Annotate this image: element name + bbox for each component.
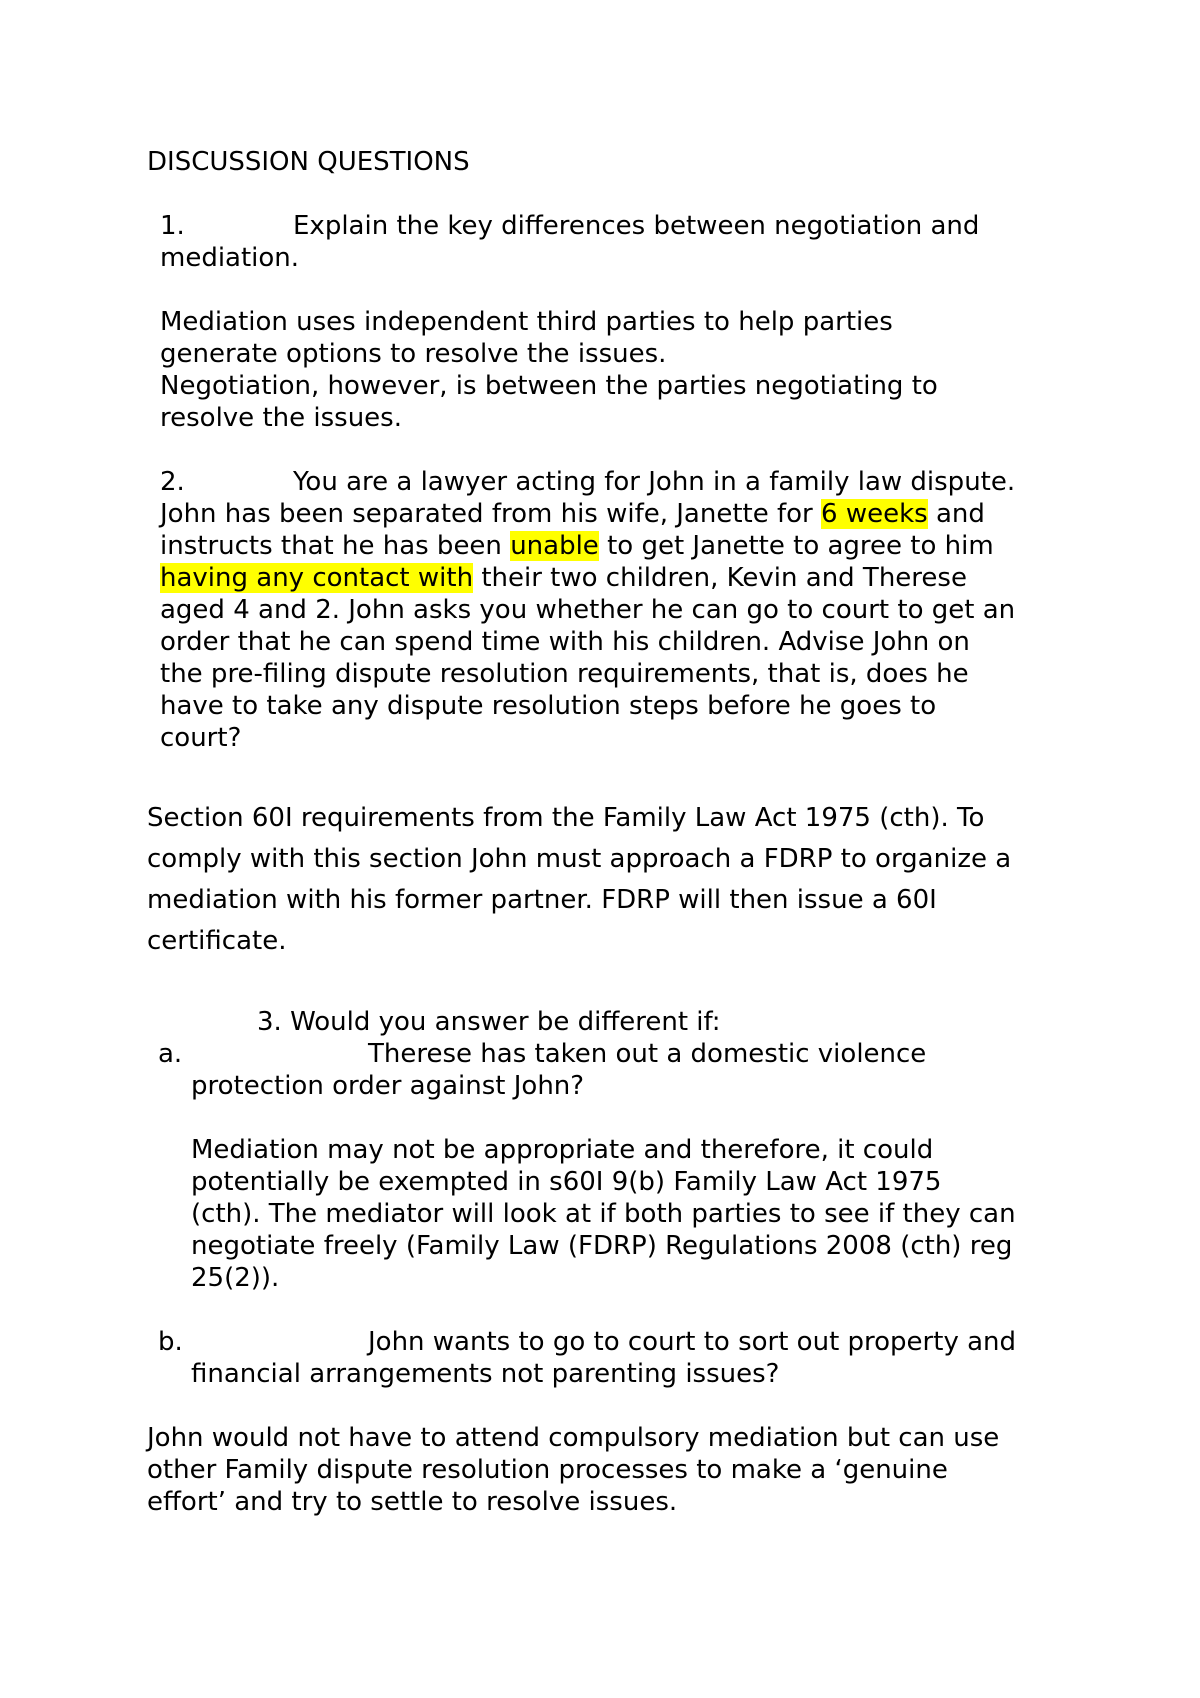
q1-answer-line-3: Negotiation, however, is between the parties negotiating to <box>160 371 938 401</box>
q2-line-7: the pre-filing dispute resolution requirements, that is, does he <box>160 659 969 689</box>
q2-line-2-pre: John has been separated from his wife, Janette for <box>160 499 822 529</box>
q1-text-line-1: Explain the key differences between negotiation and <box>293 211 980 241</box>
q2-line-2-post: and <box>927 499 985 529</box>
highlight-having-any-contact: having any contact with <box>160 563 474 593</box>
q1-text-line-2: mediation. <box>160 243 300 273</box>
q3b-line-1: John wants to go to court to sort out property and <box>368 1327 1017 1357</box>
q3a-answer-line-2: potentially be exempted in s60I 9(b) Family Law Act 1975 <box>191 1167 942 1197</box>
q2-answer-line-1: Section 60I requirements from the Family Law Act 1975 (cth). To <box>147 803 985 833</box>
q1-number: 1. <box>160 211 185 241</box>
q3b-answer-line-3: effort’ and try to settle to resolve issues. <box>147 1487 678 1517</box>
q2-answer-line-3: mediation with his former partner. FDRP will then issue a 60I <box>147 885 937 915</box>
q3b-answer-line-1: John would not have to attend compulsory mediation but can use <box>147 1423 1000 1453</box>
q1-answer-line-4: resolve the issues. <box>160 403 402 433</box>
q2-line-3-post: to get Janette to agree to him <box>598 531 994 561</box>
q2-line-6: order that he can spend time with his children. Advise John on <box>160 627 970 657</box>
q2-line-1: You are a lawyer acting for John in a family law dispute. <box>293 467 1016 497</box>
q3a-label: a. <box>158 1039 183 1069</box>
q3a-answer-line-5: 25(2)). <box>191 1263 280 1293</box>
q3b-line-2: financial arrangements not parenting issues? <box>191 1359 780 1389</box>
q3a-answer-line-3: (cth). The mediator will look at if both parties to see if they can <box>191 1199 1016 1229</box>
q3a-line-1: Therese has taken out a domestic violence <box>368 1039 927 1069</box>
q3b-label: b. <box>158 1327 183 1357</box>
q3a-line-2: protection order against John? <box>191 1071 585 1101</box>
q2-line-8: have to take any dispute resolution steps before he goes to <box>160 691 937 721</box>
q2-line-4 <box>160 562 967 594</box>
q2-line-5: aged 4 and 2. John asks you whether he can go to court to get an <box>160 595 1016 625</box>
q2-answer-line-4: certificate. <box>147 926 287 956</box>
q2-line-4-post: their two children, Kevin and Therese <box>473 563 967 593</box>
document-title: DISCUSSION QUESTIONS <box>147 147 470 177</box>
highlight-6-weeks: 6 weeks <box>821 499 928 529</box>
q3a-answer-line-4: negotiate freely (Family Law (FDRP) Regulations 2008 (cth) reg <box>191 1231 1013 1261</box>
highlight-unable: unable <box>510 531 599 561</box>
q2-answer-line-2: comply with this section John must approach a FDRP to organize a <box>147 844 1012 874</box>
q2-line-3-pre: instructs that he has been <box>160 531 511 561</box>
q3b-answer-line-2: other Family dispute resolution processes to make a ‘genuine <box>147 1455 948 1485</box>
q1-answer-line-2: generate options to resolve the issues. <box>160 339 667 369</box>
q3-heading: 3. Would you answer be different if: <box>257 1007 721 1037</box>
q3a-answer-line-1: Mediation may not be appropriate and therefore, it could <box>191 1135 934 1165</box>
q1-answer-line-1: Mediation uses independent third parties to help parties <box>160 307 893 337</box>
q2-line-3 <box>160 530 994 562</box>
q2-line-9: court? <box>160 723 242 753</box>
q2-number: 2. <box>160 467 185 497</box>
q2-line-2 <box>160 498 985 530</box>
